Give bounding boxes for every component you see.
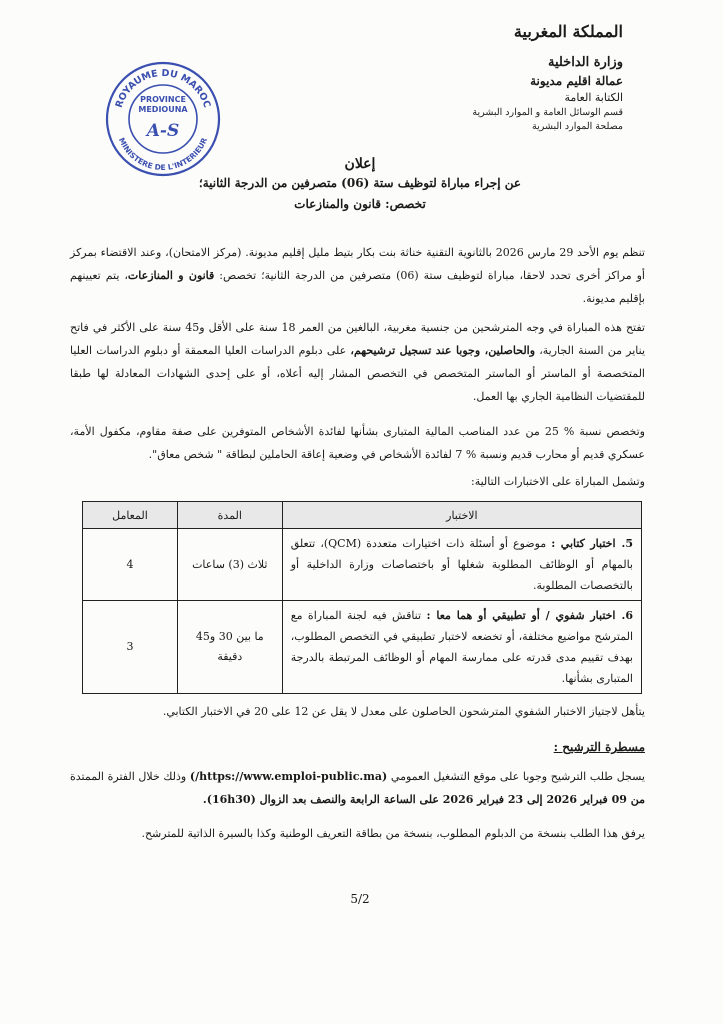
paragraph-quota: وتخصص نسبة % 25 من عدد المناصب المالية المتبارى بشأنها لفائدة الأشخاص المتوفرين على صفة مقاوم، مكفول الأمة، عسكري قديم أو محارب قديم ونسبة % 7 لفائدة الأشخاص في وضعية إعاقة الحاملين لبطاقة " شخص معاق". — [70, 425, 645, 461]
candidacy-text: يسجل طلب الترشيح وجوبا على موقع التشغيل العمومي — [387, 770, 645, 783]
announcement-specialty: تخصص: قانون والمنازعات — [294, 197, 426, 211]
duration-cell: ثلاث (3) ساعات — [177, 529, 282, 601]
paragraph-tests-intro: وتشمل المباراة على الاختبارات التالية: — [470, 475, 645, 488]
paragraph-candidacy-attachments: يرفق هذا الطلب بنسخة من الدبلوم المطلوب، بنسخة من بطاقة التعريف الوطنية وكذا بالسيرة الذاتية للمترشح. — [141, 827, 645, 840]
division-name: قسم الوسائل العامة و الموارد البشرية — [472, 107, 623, 118]
paragraph-2-text: تفتح هذه المباراة في وجه المترشحين من جنسية مغربية، البالغين من العمر 18 سنة على الأقل و45 سنة على الأكثر في فاتح يناير من السنة الجارية، — [70, 321, 646, 357]
test-title: اختبار كتابي : — [551, 537, 616, 550]
paragraph-eligibility — [70, 316, 645, 408]
paragraph-1-end: ، يتم تعيينهم بإقليم مديونة. — [70, 269, 645, 305]
letterhead — [363, 22, 623, 135]
candidacy-url: (https://www.emploi-public.ma/) — [189, 770, 388, 783]
stamp-province: PROVINCE — [140, 95, 186, 104]
paragraph-2-bold: والحاصلين، وجوبا عند تسجيل ترشيحهم، — [350, 344, 536, 357]
test-description: تناقش فيه لجنة المباراة مع المترشح مواضيع مختلفة، أو تخضعه لاختبار تطبيقي في التخصص المطلوب، بهدف تقييم مدى قدرته على ممارسة المهام أو الوظائف المرتبطة بالدرجة المتبارى بشأنها. — [290, 609, 633, 685]
test-title: اختبار شفوي / أو تطبيقي أو هما معا : — [426, 609, 616, 622]
header-coefficient: المعامل — [83, 502, 178, 529]
page-number: 5/2 — [350, 892, 370, 906]
duration-cell: ما بين 30 و45 دقيقة — [177, 601, 282, 694]
stamp-text-top: ROYAUME DU MAROC — [113, 67, 213, 110]
stamp-mediouna: MEDIOUNA — [138, 105, 188, 114]
ministry-name: وزارة الداخلية — [547, 55, 623, 70]
kingdom-name: المملكة المغربية — [513, 22, 623, 41]
candidacy-text-2: وذلك خلال الفترة الممتدة — [70, 770, 190, 783]
table-row — [83, 529, 642, 601]
exams-table — [82, 501, 642, 694]
test-number: 6. — [621, 609, 633, 622]
test-cell — [282, 529, 641, 601]
paragraph-qualification: يتأهل لاجتياز الاختبار الشفوي المترشحون الحاصلون على معدل لا يقل عن 12 على 20 في الاختبار الكتابي. — [162, 705, 645, 718]
header-duration: المدة — [177, 502, 282, 529]
candidacy-period: من 09 فبراير 2026 إلى 23 فبراير 2026 على الساعة الرابعة والنصف بعد الزوال (16h30). — [202, 793, 645, 806]
paragraph-competition-date — [70, 241, 645, 310]
secretariat-name: الكتابة العامة — [564, 91, 623, 104]
stamp-signature: A-S — [146, 121, 180, 141]
test-description: موضوع أو أسئلة ذات اختيارات متعددة (QCM)، تتعلق بالمهام أو الوظائف المطلوبة شغلها أو باختصاصات وزارة الداخلية أو بالتخصصات المطلوبة. — [290, 537, 633, 592]
paragraph-candidacy-registration — [70, 765, 645, 811]
service-name: مصلحة الموارد البشرية — [532, 121, 623, 132]
header-test: الاختبار — [282, 502, 641, 529]
announcement-title: إعلان — [344, 156, 376, 172]
test-cell — [282, 601, 641, 694]
paragraph-1-bold: قانون و المنازعات — [127, 269, 215, 282]
test-number: 5. — [621, 537, 634, 550]
candidacy-section-title: مسطرة الترشيح : — [553, 740, 645, 754]
coefficient-cell: 4 — [83, 529, 178, 601]
paragraph-2-end: على دبلوم الدراسات العليا المعمقة أو دبلوم الدراسات العليا المتخصصة أو الماستر أو الماستر المتخصص في التخصص المشار إليه أعلاه، أو على إحدى الشهادات المعادلة لها طبقا للمقتضيات النظامية الجاري بها العمل. — [70, 344, 645, 403]
announcement-subject: عن إجراء مباراة لتوظيف ستة (06) متصرفين من الدرجة الثانية؛ — [198, 176, 522, 190]
paragraph-1-text: تنظم يوم الأحد 29 مارس 2026 بالثانوية التقنية خناثة بنت بكار بتيط مليل إقليم مديونة. (مركز الامتحان)، وعند الاقتضاء بمركز أو مراكز أخرى تحدد لاحقا، مباراة لتوظيف ستة (06) متصرفين من الدرجة الثانية؛ تخصص: — [70, 246, 645, 282]
exams-table-header-row — [83, 502, 642, 529]
stamp-text-bottom: MINISTERE DE L'INTERIEUR — [116, 136, 210, 173]
coefficient-cell: 3 — [83, 601, 178, 694]
table-row — [83, 601, 642, 694]
province-name: عمالة اقليم مديونة — [530, 74, 623, 88]
